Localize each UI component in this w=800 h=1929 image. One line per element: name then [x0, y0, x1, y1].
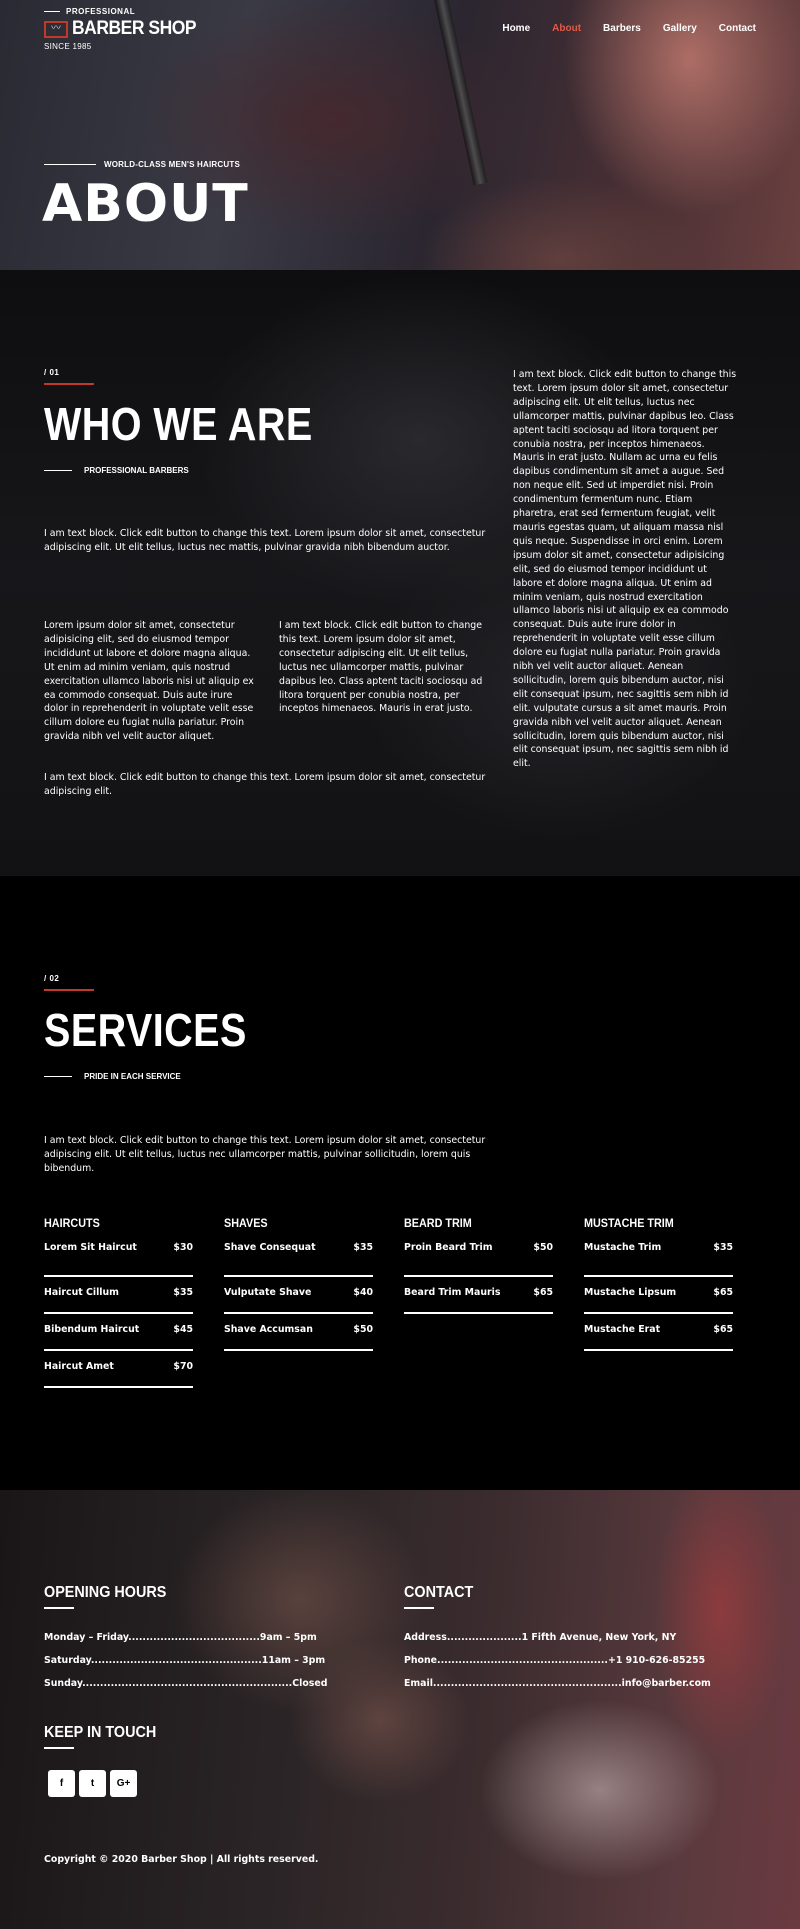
nav-home[interactable]: Home — [502, 23, 531, 34]
hours-row-weekday: Monday – Friday.....................................9am – 5pm — [44, 1632, 317, 1643]
about-col2-text: I am text block. Click edit button to change this text. Lorem ipsum dolor sit amet, consectetur adipiscing elit. Ut elit tellus, luctus nec ullamcorper mattis, pulvinar dapibus leo. Class aptent taciti sociosqu ad litora torquent per conubia nostra, per inceptos himenaeos. Mauris in erat justo. — [279, 620, 483, 715]
service-item[interactable] — [404, 1240, 553, 1277]
service-category-title: SHAVES — [224, 1216, 268, 1230]
service-price: $70 — [173, 1361, 193, 1372]
about-intro-text: I am text block. Click edit button to change this text. Lorem ipsum dolor sit amet, consectetur adipiscing elit. Ut elit tellus, luctus nec mattis, pulvinar gravida nibh bibendum auctor. — [44, 528, 486, 553]
service-price: $65 — [713, 1324, 733, 1335]
service-item[interactable] — [44, 1351, 193, 1388]
section-title: SERVICES — [44, 1004, 247, 1056]
service-name: Proin Beard Trim — [404, 1242, 493, 1253]
hours-row-saturday: Saturday................................................11am – 3pm — [44, 1655, 326, 1666]
services-intro-text: I am text block. Click edit button to change this text. Lorem ipsum dolor sit amet, consectetur adipiscing elit. Ut elit tellus, luctus nec ullamcorper mattis, pulvinar sollicitudin, lorem quis bibendum. — [44, 1135, 486, 1174]
service-price: $35 — [173, 1287, 193, 1298]
service-name: Vulputate Shave — [224, 1287, 312, 1298]
service-name: Mustache Trim — [584, 1242, 662, 1253]
section-title: WHO WE ARE — [44, 398, 313, 450]
opening-hours-title: OPENING HOURS — [44, 1584, 167, 1601]
section-subtitle — [44, 1072, 181, 1081]
service-item[interactable] — [44, 1240, 193, 1277]
about-section — [0, 270, 800, 876]
mustache-icon: 〰 — [44, 21, 68, 38]
service-price: $35 — [353, 1242, 373, 1253]
nav-barbers[interactable]: Barbers — [603, 23, 641, 34]
service-price: $50 — [353, 1324, 373, 1335]
keep-in-touch-underline — [44, 1747, 74, 1749]
service-category-shaves — [224, 1216, 373, 1351]
hero-subtitle-text: WORLD-CLASS MEN'S HAIRCUTS — [104, 160, 240, 169]
service-name: Mustache Erat — [584, 1324, 661, 1335]
copyright: Copyright © 2020 Barber Shop | All rights reserved. — [44, 1854, 319, 1865]
keep-in-touch-title: KEEP IN TOUCH — [44, 1724, 157, 1741]
section-subtitle-text: PRIDE IN EACH SERVICE — [84, 1072, 181, 1081]
contact-email[interactable]: Email.....................................................info@barber.com — [404, 1678, 711, 1689]
service-price: $50 — [533, 1242, 553, 1253]
section-number-underline — [44, 989, 94, 991]
service-price: $35 — [713, 1242, 733, 1253]
service-item[interactable] — [224, 1240, 373, 1277]
service-item[interactable] — [44, 1314, 193, 1351]
social-links — [48, 1770, 137, 1797]
nav-about[interactable]: About — [552, 23, 582, 34]
logo[interactable] — [44, 7, 207, 51]
services-section — [0, 876, 800, 1490]
service-price: $45 — [173, 1324, 193, 1335]
about-right-text: I am text block. Click edit button to change this text. Lorem ipsum dolor sit amet, consectetur adipiscing elit. Ut elit tellus, luctus nec ullamcorper mattis, pulvinar dapibus leo. Class aptent taciti sociosqu ad litora torquent per conubia nostra, per inceptos himenaeos. Mauris in erat justo. Nullam ac urna eu felis dapibus condimentum sit amet a augue. Sed non neque elit. Sed ut imperdiet nisi. Proin condimentum fermentum nunc. Etiam pharetra, erat sed fermentum feugiat, velit mauris egestas quam, ut aliquam massa nisl quis neque. Suspendisse in orci enim. Lorem ipsum dolor sit amet, consectetur adipisicing elit, sed do eiusmod tempor incididunt ut labore et dolore magna aliqua. Ut enim ad minim veniam, quis nostrud exercitation ullamco laboris nisi ut aliquip ex ea commodo consequat. Duis aute irure dolor in reprehenderit in voluptate velit esse cillum dolore eu fugiat nulla pariatur. Proin gravida nibh vel velit auctor aliquet. Aenean sollicitudin, lorem quis bibendum auctor, nisi elit consequat ipsum, nec sagittis sem nibh id elit. vulputate cursus a sit amet mauris. Proin gravida nibh vel velit auctor aliquet. Aenean sollicitudin, lorem quis bibendum auctor, nisi elit consequat ipsum, nec sagittis sem nibh id elit. — [513, 369, 737, 770]
service-price: $40 — [353, 1287, 373, 1298]
logo-tagline: PROFESSIONAL — [66, 7, 136, 16]
service-category-title: HAIRCUTS — [44, 1216, 100, 1230]
service-name: Bibendum Haircut — [44, 1324, 140, 1335]
service-item[interactable] — [224, 1314, 373, 1351]
footer — [0, 1490, 800, 1929]
hours-row-sunday: Sunday...........................................................Closed — [44, 1678, 328, 1689]
service-category-beard-trim — [404, 1216, 553, 1314]
service-name: Lorem Sit Haircut — [44, 1242, 137, 1253]
service-item[interactable] — [224, 1277, 373, 1314]
section-number: / 02 — [44, 974, 60, 983]
service-item[interactable] — [584, 1277, 733, 1314]
service-category-haircuts — [44, 1216, 193, 1388]
section-subtitle-text: PROFESSIONAL BARBERS — [84, 466, 189, 475]
hero-subtitle-dash — [44, 164, 96, 165]
service-price: $30 — [173, 1242, 193, 1253]
service-item[interactable] — [584, 1314, 733, 1351]
razor-decoration — [430, 0, 487, 185]
nav-contact[interactable]: Contact — [718, 23, 756, 34]
service-item[interactable] — [404, 1277, 553, 1314]
page-title: ABOUT — [42, 174, 249, 234]
logo-dash — [44, 11, 60, 12]
service-category-title: MUSTACHE TRIM — [584, 1216, 674, 1230]
section-subtitle-dash — [44, 1076, 72, 1077]
main-nav — [502, 23, 756, 34]
service-item[interactable] — [584, 1240, 733, 1277]
facebook-icon[interactable]: f — [48, 1770, 75, 1797]
contact-address: Address.....................1 Fifth Avenue, New York, NY — [404, 1632, 677, 1643]
section-subtitle — [44, 466, 189, 475]
section-number-underline — [44, 383, 94, 385]
opening-hours-underline — [44, 1607, 74, 1609]
about-col1-text: Lorem ipsum dolor sit amet, consectetur adipisicing elit, sed do eiusmod tempor incididunt ut labore et dolore magna aliqua. Ut enim ad minim veniam, quis nostrud exercitation ullamco laboris nisi ut aliquip ex ea commodo consequat. Duis aute irure dolor in reprehenderit in voluptate velit esse cillum dolore eu fugiat nulla pariatur. Proin gravida nibh vel velit auctor aliquet. — [44, 620, 254, 743]
service-category-mustache-trim — [584, 1216, 733, 1351]
service-price: $65 — [713, 1287, 733, 1298]
service-category-title: BEARD TRIM — [404, 1216, 472, 1230]
service-name: Mustache Lipsum — [584, 1287, 677, 1298]
service-item[interactable] — [44, 1277, 193, 1314]
contact-title: CONTACT — [404, 1584, 474, 1601]
service-price: $65 — [533, 1287, 553, 1298]
hero-subtitle — [44, 160, 240, 169]
hero-section — [0, 0, 800, 270]
twitter-icon[interactable]: t — [79, 1770, 106, 1797]
contact-phone[interactable]: Phone................................................+1 910-626-85255 — [404, 1655, 706, 1666]
section-number: / 01 — [44, 368, 60, 377]
service-name: Shave Accumsan — [224, 1324, 313, 1335]
nav-gallery[interactable]: Gallery — [662, 23, 697, 34]
service-name: Haircut Amet — [44, 1361, 114, 1372]
section-subtitle-dash — [44, 470, 72, 471]
service-name: Shave Consequat — [224, 1242, 316, 1253]
about-bottom-text: I am text block. Click edit button to change this text. Lorem ipsum dolor sit amet, consectetur adipiscing elit. — [44, 772, 486, 797]
service-name: Beard Trim Mauris — [404, 1287, 501, 1298]
logo-brand: BARBER SHOP — [72, 18, 197, 39]
service-name: Haircut Cillum — [44, 1287, 119, 1298]
google-plus-icon[interactable]: G+ — [110, 1770, 137, 1797]
contact-underline — [404, 1607, 434, 1609]
logo-since: SINCE 1985 — [44, 42, 92, 51]
